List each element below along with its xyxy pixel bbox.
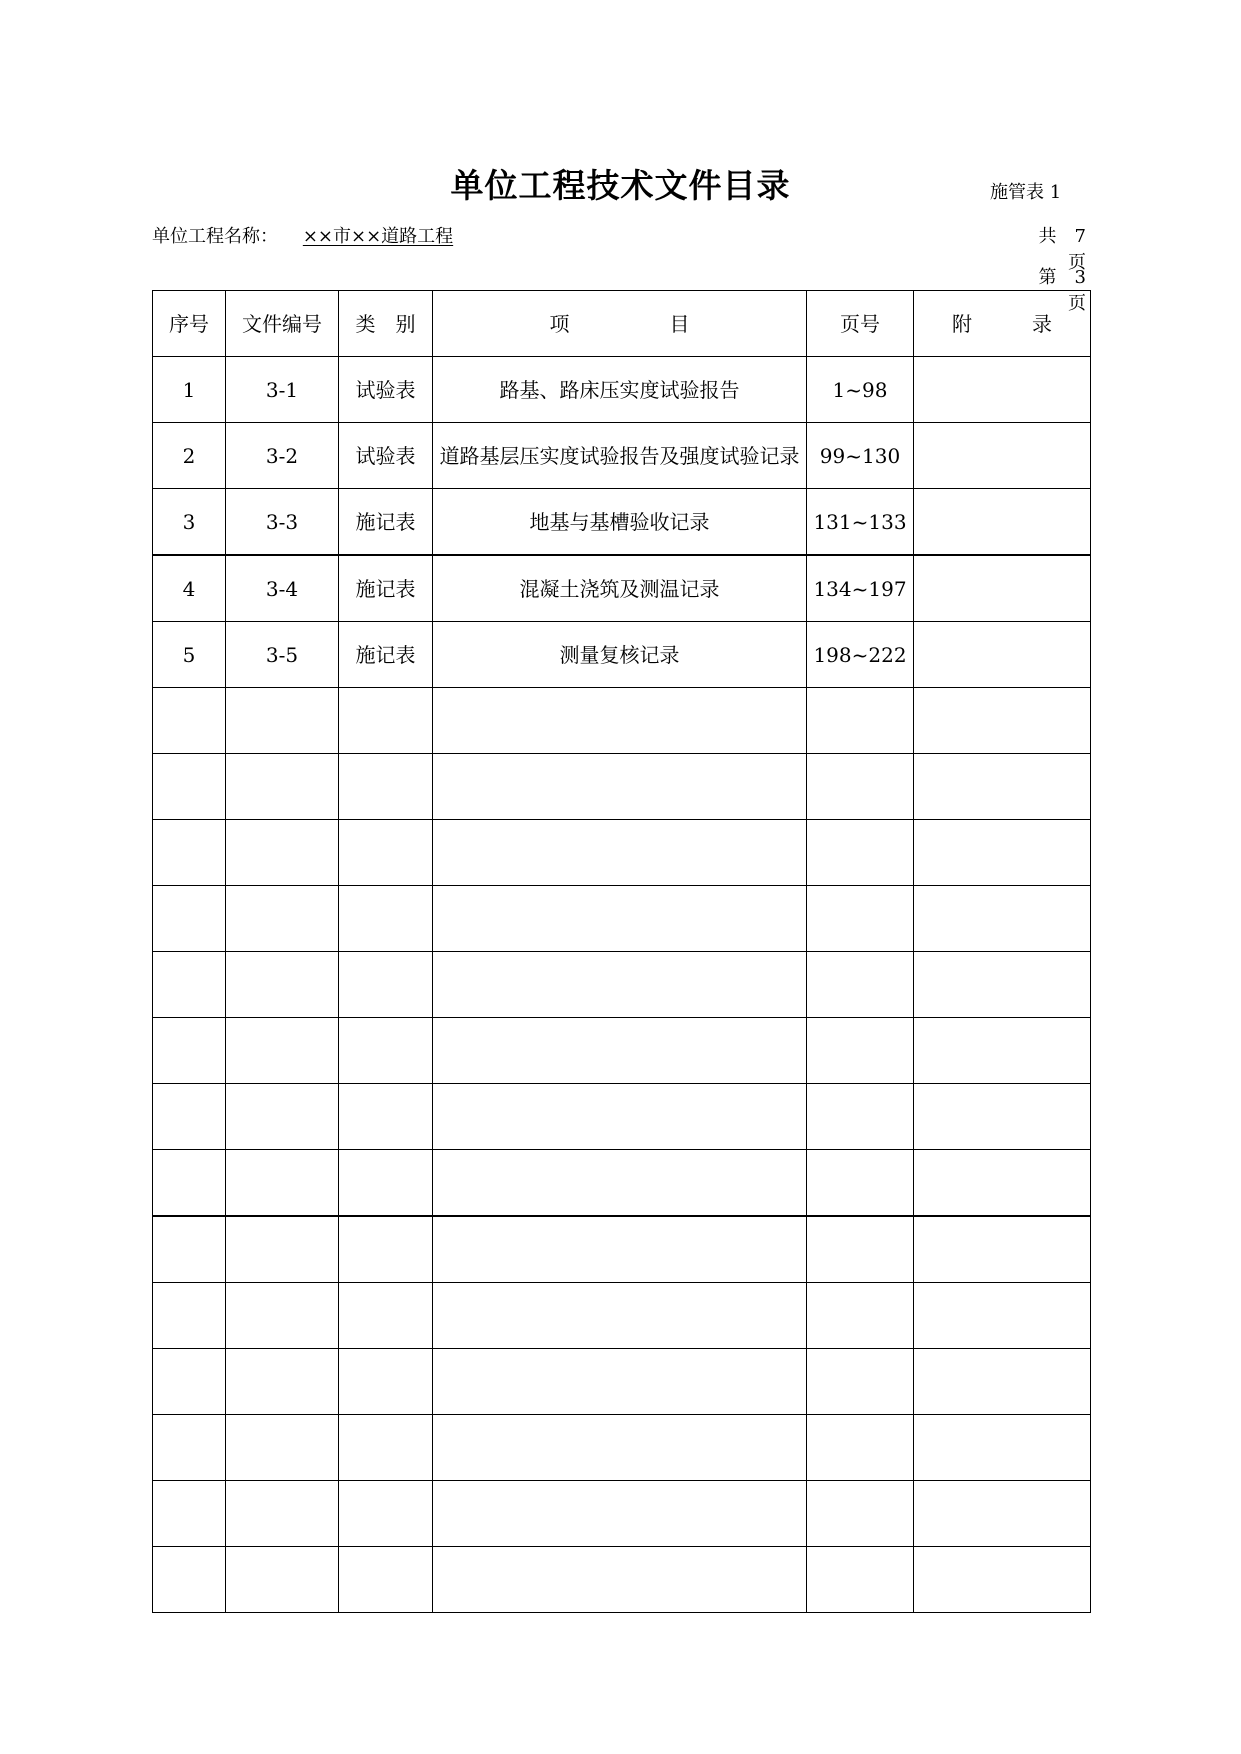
cell-seq — [153, 820, 226, 886]
table-row — [153, 952, 1091, 1018]
table-row — [153, 886, 1091, 952]
current-page: 第 3 页 — [1038, 267, 1086, 314]
cell-category — [339, 1481, 433, 1547]
cell-item — [433, 1150, 807, 1217]
cell-pages — [807, 1216, 914, 1283]
cell-seq: 2 — [153, 423, 226, 489]
total-pages: 共 7 页 — [1038, 226, 1086, 273]
cell-appendix — [914, 423, 1091, 489]
cell-pages — [807, 754, 914, 820]
cell-item — [433, 1084, 807, 1150]
table-row — [153, 1349, 1091, 1415]
cell-pages — [807, 886, 914, 952]
table-row — [153, 555, 1091, 622]
cell-file-no — [226, 886, 339, 952]
project-name-label: 单位工程名称： — [152, 226, 278, 247]
cell-category: 试验表 — [339, 423, 433, 489]
cell-file-no: 3-1 — [226, 357, 339, 423]
cell-pages — [807, 1349, 914, 1415]
cell-seq — [153, 688, 226, 754]
cell-seq — [153, 754, 226, 820]
project-name-value: ××市××道路工程 — [302, 226, 454, 247]
cell-item: 混凝土浇筑及测温记录 — [433, 555, 807, 622]
table-row — [153, 1547, 1091, 1613]
cell-seq — [153, 1216, 226, 1283]
cell-item: 道路基层压实度试验报告及强度试验记录 — [433, 423, 807, 489]
cell-file-no: 3-3 — [226, 489, 339, 556]
table-row — [153, 357, 1091, 423]
table-row — [153, 1481, 1091, 1547]
cell-appendix — [914, 952, 1091, 1018]
cell-item — [433, 1547, 807, 1613]
cell-seq — [153, 952, 226, 1018]
form-code: 施管表 1 — [990, 182, 1062, 203]
cell-seq — [153, 1018, 226, 1084]
cell-seq — [153, 1415, 226, 1481]
cell-pages — [807, 688, 914, 754]
cell-appendix — [914, 688, 1091, 754]
cell-category — [339, 1349, 433, 1415]
cell-pages — [807, 820, 914, 886]
cell-category — [339, 688, 433, 754]
table-row — [153, 423, 1091, 489]
cell-appendix — [914, 886, 1091, 952]
cell-item — [433, 886, 807, 952]
cell-item: 路基、路床压实度试验报告 — [433, 357, 807, 423]
cell-pages — [807, 1084, 914, 1150]
cell-file-no — [226, 1084, 339, 1150]
cell-file-no — [226, 1150, 339, 1217]
cell-pages: 99~130 — [807, 423, 914, 489]
cell-pages: 131~133 — [807, 489, 914, 556]
cell-appendix — [914, 1084, 1091, 1150]
cell-pages: 134~197 — [807, 555, 914, 622]
column-header-item: 项 目 — [433, 291, 807, 357]
cell-pages: 1~98 — [807, 357, 914, 423]
document-title: 单位工程技术文件目录 — [450, 166, 791, 205]
cell-seq: 4 — [153, 555, 226, 622]
cell-seq — [153, 1084, 226, 1150]
cell-seq: 1 — [153, 357, 226, 423]
cell-file-no: 3-5 — [226, 622, 339, 688]
table-row — [153, 754, 1091, 820]
cell-seq: 3 — [153, 489, 226, 556]
cell-file-no — [226, 1216, 339, 1283]
cell-item — [433, 1216, 807, 1283]
cell-seq — [153, 1547, 226, 1613]
cell-pages — [807, 1150, 914, 1217]
column-header-seq: 序号 — [153, 291, 226, 357]
toc-table — [152, 290, 1091, 1613]
cell-appendix — [914, 1415, 1091, 1481]
cell-item — [433, 1481, 807, 1547]
cell-item — [433, 952, 807, 1018]
table-row — [153, 489, 1091, 556]
table-row — [153, 688, 1091, 754]
cell-category — [339, 1084, 433, 1150]
cell-pages — [807, 1283, 914, 1349]
cell-appendix — [914, 489, 1091, 556]
cell-category: 试验表 — [339, 357, 433, 423]
cell-appendix — [914, 1481, 1091, 1547]
cell-category — [339, 886, 433, 952]
cell-file-no — [226, 688, 339, 754]
cell-item — [433, 1283, 807, 1349]
cell-file-no — [226, 1018, 339, 1084]
cell-appendix — [914, 1283, 1091, 1349]
cell-seq — [153, 1283, 226, 1349]
cell-item — [433, 1349, 807, 1415]
column-header-category: 类 别 — [339, 291, 433, 357]
cell-category — [339, 1415, 433, 1481]
cell-appendix — [914, 1216, 1091, 1283]
cell-appendix — [914, 622, 1091, 688]
cell-appendix — [914, 820, 1091, 886]
cell-category — [339, 1547, 433, 1613]
cell-appendix — [914, 1349, 1091, 1415]
table-header-row — [153, 291, 1091, 357]
cell-file-no — [226, 754, 339, 820]
table-row — [153, 1216, 1091, 1283]
cell-file-no — [226, 1481, 339, 1547]
table-row — [153, 1150, 1091, 1217]
cell-category: 施记表 — [339, 555, 433, 622]
cell-file-no — [226, 820, 339, 886]
cell-seq — [153, 1349, 226, 1415]
cell-item — [433, 1415, 807, 1481]
cell-category — [339, 952, 433, 1018]
column-header-file-no: 文件编号 — [226, 291, 339, 357]
table-row — [153, 820, 1091, 886]
column-header-appendix: 附 录 — [914, 291, 1091, 357]
cell-file-no: 3-2 — [226, 423, 339, 489]
cell-pages: 198~222 — [807, 622, 914, 688]
cell-category: 施记表 — [339, 489, 433, 556]
cell-pages — [807, 1415, 914, 1481]
cell-file-no — [226, 1415, 339, 1481]
table-row — [153, 1283, 1091, 1349]
cell-file-no — [226, 952, 339, 1018]
cell-appendix — [914, 555, 1091, 622]
cell-appendix — [914, 1150, 1091, 1217]
cell-category — [339, 1018, 433, 1084]
cell-appendix — [914, 357, 1091, 423]
cell-category: 施记表 — [339, 622, 433, 688]
cell-file-no — [226, 1283, 339, 1349]
table-row — [153, 1084, 1091, 1150]
cell-seq — [153, 886, 226, 952]
cell-item — [433, 754, 807, 820]
table-row — [153, 1415, 1091, 1481]
cell-category — [339, 1216, 433, 1283]
cell-pages — [807, 952, 914, 1018]
cell-item: 测量复核记录 — [433, 622, 807, 688]
cell-file-no — [226, 1349, 339, 1415]
cell-appendix — [914, 1547, 1091, 1613]
table-body — [153, 357, 1091, 1613]
table-row — [153, 622, 1091, 688]
cell-file-no: 3-4 — [226, 555, 339, 622]
cell-item — [433, 688, 807, 754]
cell-seq: 5 — [153, 622, 226, 688]
cell-category — [339, 1283, 433, 1349]
cell-category — [339, 1150, 433, 1217]
cell-pages — [807, 1018, 914, 1084]
cell-seq — [153, 1150, 226, 1217]
cell-item: 地基与基槽验收记录 — [433, 489, 807, 556]
cell-item — [433, 1018, 807, 1084]
table-row — [153, 1018, 1091, 1084]
cell-seq — [153, 1481, 226, 1547]
column-header-pages: 页号 — [807, 291, 914, 357]
cell-pages — [807, 1547, 914, 1613]
cell-category — [339, 754, 433, 820]
cell-appendix — [914, 754, 1091, 820]
cell-pages — [807, 1481, 914, 1547]
cell-appendix — [914, 1018, 1091, 1084]
cell-category — [339, 820, 433, 886]
cell-file-no — [226, 1547, 339, 1613]
cell-item — [433, 820, 807, 886]
